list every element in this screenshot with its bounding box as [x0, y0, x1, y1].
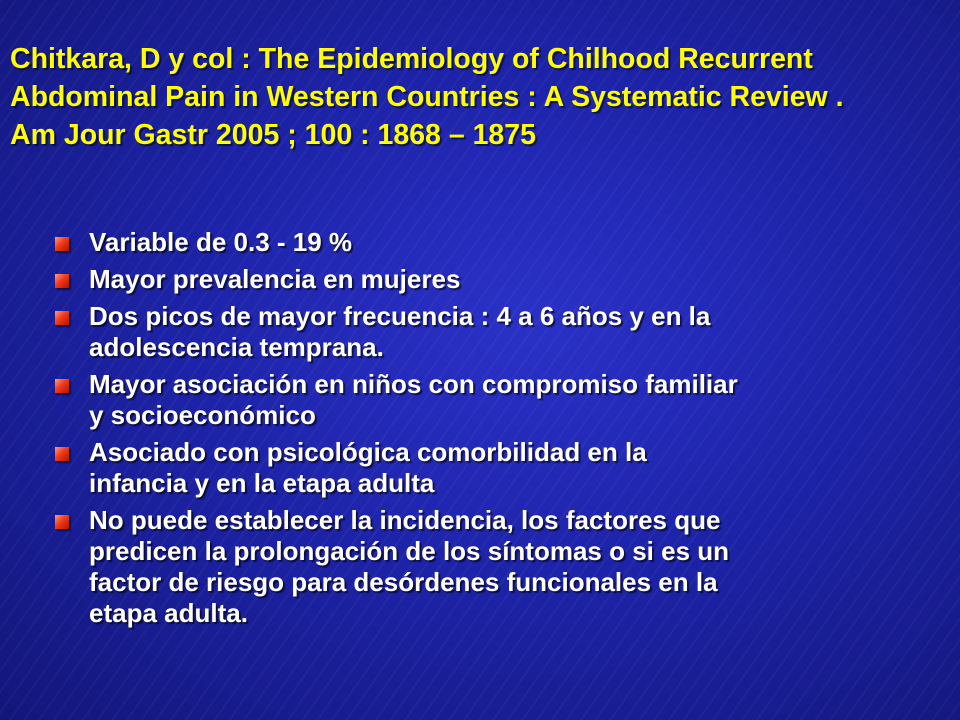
bullet-line: infancia y en la etapa adulta: [89, 468, 435, 498]
title-line: Abdominal Pain in Western Countries : A Systematic Review .: [10, 81, 844, 113]
square-bullet-icon: [55, 447, 69, 461]
bullet-line: Variable de 0.3 - 19 %: [89, 227, 353, 257]
bullet-line: factor de riesgo para desórdenes funcionales en la: [89, 567, 718, 597]
bullet-line: Mayor prevalencia en mujeres: [89, 264, 461, 294]
bullet-item: [55, 369, 915, 431]
bullet-line: Asociado con psicológica comorbilidad en la: [89, 437, 647, 467]
bullet-line: y socioeconómico: [89, 400, 316, 430]
bullet-line: No puede establecer la incidencia, los factores que: [89, 505, 721, 535]
bullet-text: [89, 301, 915, 363]
bullet-line: adolescencia temprana.: [89, 332, 384, 362]
bullet-line: Dos picos de mayor frecuencia : 4 a 6 años y en la: [89, 301, 711, 331]
bullet-text: [89, 264, 915, 295]
square-bullet-icon: [55, 274, 69, 288]
bullet-text: [89, 437, 915, 499]
bullet-item: [55, 301, 915, 363]
bullet-text: [89, 369, 915, 431]
square-bullet-icon: [55, 515, 69, 529]
bullet-item: [55, 437, 915, 499]
bullet-list: [55, 227, 915, 635]
bullet-item: [55, 227, 915, 258]
bullet-item: [55, 505, 915, 629]
title-line: Chitkara, D y col : The Epidemiology of Chilhood Recurrent: [10, 43, 813, 75]
bullet-line: etapa adulta.: [89, 598, 248, 628]
slide-title: [10, 40, 950, 154]
square-bullet-icon: [55, 311, 69, 325]
bullet-text: [89, 227, 915, 258]
square-bullet-icon: [55, 237, 69, 251]
bullet-text: [89, 505, 915, 629]
square-bullet-icon: [55, 379, 69, 393]
bullet-line: predicen la prolongación de los síntomas o si es un: [89, 536, 730, 566]
title-line: Am Jour Gastr 2005 ; 100 : 1868 – 1875: [10, 119, 536, 151]
bullet-line: Mayor asociación en niños con compromiso familiar: [89, 369, 738, 399]
bullet-item: [55, 264, 915, 295]
